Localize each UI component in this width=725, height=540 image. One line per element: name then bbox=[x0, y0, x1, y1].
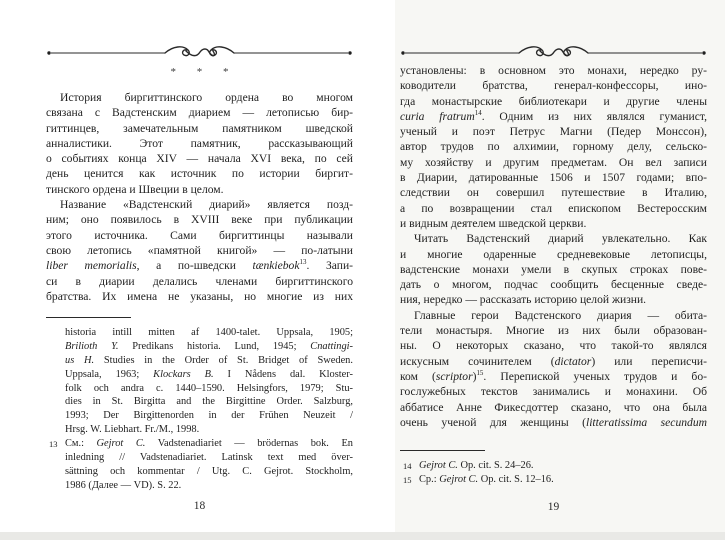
italic-term: litteratissima secundum bbox=[585, 415, 707, 429]
italic-term: Cnattingi- bbox=[310, 340, 353, 352]
footnote-number: 15 bbox=[403, 474, 412, 485]
italic-term: scriptor bbox=[435, 369, 473, 383]
text-line: и многие одаренные средневековые летописцы, bbox=[400, 247, 707, 261]
text-line: связана с Вадстенским диарием — летописью бир- bbox=[46, 106, 353, 120]
text-line: См.: Gejrot C. Vadstenadiariet — brödernas bok. En bbox=[65, 438, 353, 450]
italic-term: dictator bbox=[554, 354, 592, 368]
text-line: аббатисе Анне Фикесдоттер сказано, что она была bbox=[400, 400, 707, 414]
italic-term: liber memorialis bbox=[46, 259, 137, 273]
paragraph bbox=[400, 231, 707, 307]
footnote-marker: 15 bbox=[476, 369, 484, 378]
text-line: этого источника. Сами биргиттинцы называли bbox=[46, 228, 353, 242]
italic-term: curia fratrum bbox=[400, 109, 475, 123]
text-line: Главные герои Вадстенского диария — обита- bbox=[414, 308, 707, 322]
text-line: гослужебных текстов занимались и монахини. Об bbox=[400, 385, 707, 399]
text-line: установлены: в основном это монахи, нередко ру- bbox=[400, 64, 707, 77]
italic-term: tænkiebok bbox=[252, 259, 300, 273]
text-line: curia fratrum$^{14}$. Одним из них являлся гуманист, bbox=[400, 109, 708, 123]
footnote-marker: 14 bbox=[474, 109, 482, 118]
footnote bbox=[403, 459, 707, 473]
footnotes-left bbox=[49, 326, 354, 493]
text-line: а по возвращении стал епископом Вестеросским bbox=[400, 201, 707, 215]
page-number-right: 19 bbox=[547, 501, 560, 513]
footnote bbox=[65, 326, 353, 437]
text-line: 1993; Der Birgittenorden in der Frühen Neuzeit / bbox=[65, 410, 353, 422]
footnotes-right bbox=[403, 459, 707, 487]
text-line: анналистики. Этот памятник, рассказывающий bbox=[46, 136, 353, 150]
text-line: о событиях конца XIV — начала XVI века, по сей bbox=[46, 152, 353, 166]
footnote bbox=[49, 437, 353, 493]
text-line: си в диарии делались членами биргиттинского bbox=[46, 274, 353, 288]
body-text-left bbox=[46, 90, 353, 304]
flourish-divider-icon bbox=[400, 44, 707, 62]
page-right bbox=[400, 0, 707, 540]
text-line: Ср.: Gejrot C. Op. cit. S. 12–16. bbox=[419, 473, 554, 485]
text-line: Gejrot C. Op. cit. S. 24–26. bbox=[419, 460, 534, 471]
text-line: тели монастыря. Многие из них были образован- bbox=[400, 324, 707, 338]
flourish-divider-icon bbox=[46, 44, 353, 62]
italic-term: Gejrot C. bbox=[419, 460, 458, 471]
text-line: dies in St. Birgitta and the Birgittine Order. Salzburg, bbox=[65, 396, 353, 408]
text-line: ководители братства, генерал-конфессоры, ино- bbox=[400, 79, 707, 93]
text-line: гиттинцев, замечательным памятником шведской bbox=[46, 121, 353, 135]
paragraph bbox=[400, 63, 707, 231]
footnote bbox=[403, 473, 707, 487]
text-line: historia intill mitten af 1400-talet. Uppsala, 1905; bbox=[65, 327, 353, 338]
paragraph bbox=[46, 90, 353, 197]
text-line: Hrsg. W. Liebhart. Fr./M., 1998. bbox=[65, 424, 200, 436]
italic-term: us H. bbox=[65, 354, 95, 366]
text-line: folk och andra c. 1440–1590. Helsingfors, 1979; Stu- bbox=[65, 382, 353, 394]
footnote-number: 13 bbox=[49, 439, 58, 450]
page-left bbox=[46, 0, 353, 540]
text-line: тинского ордена и Швеции в целом. bbox=[46, 182, 224, 196]
footnote-separator bbox=[400, 450, 485, 451]
text-line: ния, нередко — рассказать историю целой жизни. bbox=[400, 293, 647, 307]
text-line: вадстенские монахи умели в скупых строках пове- bbox=[400, 262, 707, 276]
page-number-left: 18 bbox=[193, 500, 206, 512]
text-line: дать о многом, подчас сообщить бесценные сведе- bbox=[400, 278, 707, 292]
text-line: свою летопись «памятной книгой» — по-латыни bbox=[46, 243, 353, 257]
paragraph bbox=[400, 308, 707, 430]
text-line: следствии он совершил путешествие в Италию, bbox=[400, 186, 707, 200]
text-line: sättning och kommentar / Utg. C. Gejrot. Stockholm, bbox=[65, 465, 353, 477]
italic-term: Gejrot C. bbox=[96, 438, 146, 450]
text-line: и видным деятелем шведской церкви. bbox=[400, 216, 587, 230]
text-line: Читать Вадстенский диарий увлекательно. Как bbox=[414, 232, 707, 246]
footnote-number: 14 bbox=[403, 461, 412, 471]
italic-term: Gejrot C. bbox=[439, 473, 479, 485]
paragraph bbox=[46, 197, 353, 304]
text-line: искусным сочинителем (dictator) или переписчи- bbox=[400, 354, 707, 368]
text-line: очень ученой для женщины (litteratissima secundum bbox=[400, 415, 707, 429]
text-line: му хозяйству и другим предметам. Он вел записи bbox=[400, 155, 707, 169]
text-line: в Диарии, датированные 1506 и 1507 годами; впо- bbox=[400, 171, 707, 185]
italic-term: Brilioth Y. bbox=[65, 340, 119, 352]
text-line: 1986 (Далее — VD). S. 22. bbox=[65, 479, 182, 491]
footnote-separator bbox=[46, 317, 131, 318]
text-line: братства. Их имена не указаны, но многие из них bbox=[46, 289, 353, 303]
footnote-marker: 13 bbox=[299, 258, 307, 267]
text-line: История биргиттинского ордена во многом bbox=[60, 91, 353, 104]
text-line: ним; оно появилось в XVIII веке при публикации bbox=[46, 213, 353, 227]
text-line: Brilioth Y. Predikans historia. Lund, 1945; Cnattingi- bbox=[65, 340, 353, 352]
text-line: Uppsala, 1963; Klockars B. I Nådens dal. Kloster- bbox=[65, 368, 354, 380]
body-text-right bbox=[400, 63, 707, 430]
text-line: ученый и поэт Петрус Магни (Педер Монссон), bbox=[400, 125, 707, 139]
text-line: Название «Вадстенский диарий» является позд- bbox=[60, 198, 353, 212]
text-line: ны. О некоторых сказано, что такой-то являлся bbox=[400, 339, 707, 353]
text-line: inledning // Vadstenadiariet. Latinsk text med över- bbox=[65, 452, 353, 464]
text-line: день ценится как источник по истории биргит- bbox=[46, 167, 353, 181]
text-line: автор трудов по алхимии, горному делу, сельско- bbox=[400, 140, 707, 154]
italic-term: Klockars B. bbox=[153, 368, 214, 380]
text-line: liber memorialis, а по-шведски tænkiebok$^{13}$. Запи- bbox=[46, 258, 354, 273]
text-line: гда монастырские библиотекари и другие члены bbox=[400, 94, 707, 108]
section-marker: * * * bbox=[170, 66, 238, 78]
text-line: ком (scriptor)$^{15}$. Перепиской ученых трудов и бо- bbox=[400, 369, 707, 383]
text-line: us H. Studies in the Order of St. Bridget of Sweden. bbox=[65, 354, 353, 366]
